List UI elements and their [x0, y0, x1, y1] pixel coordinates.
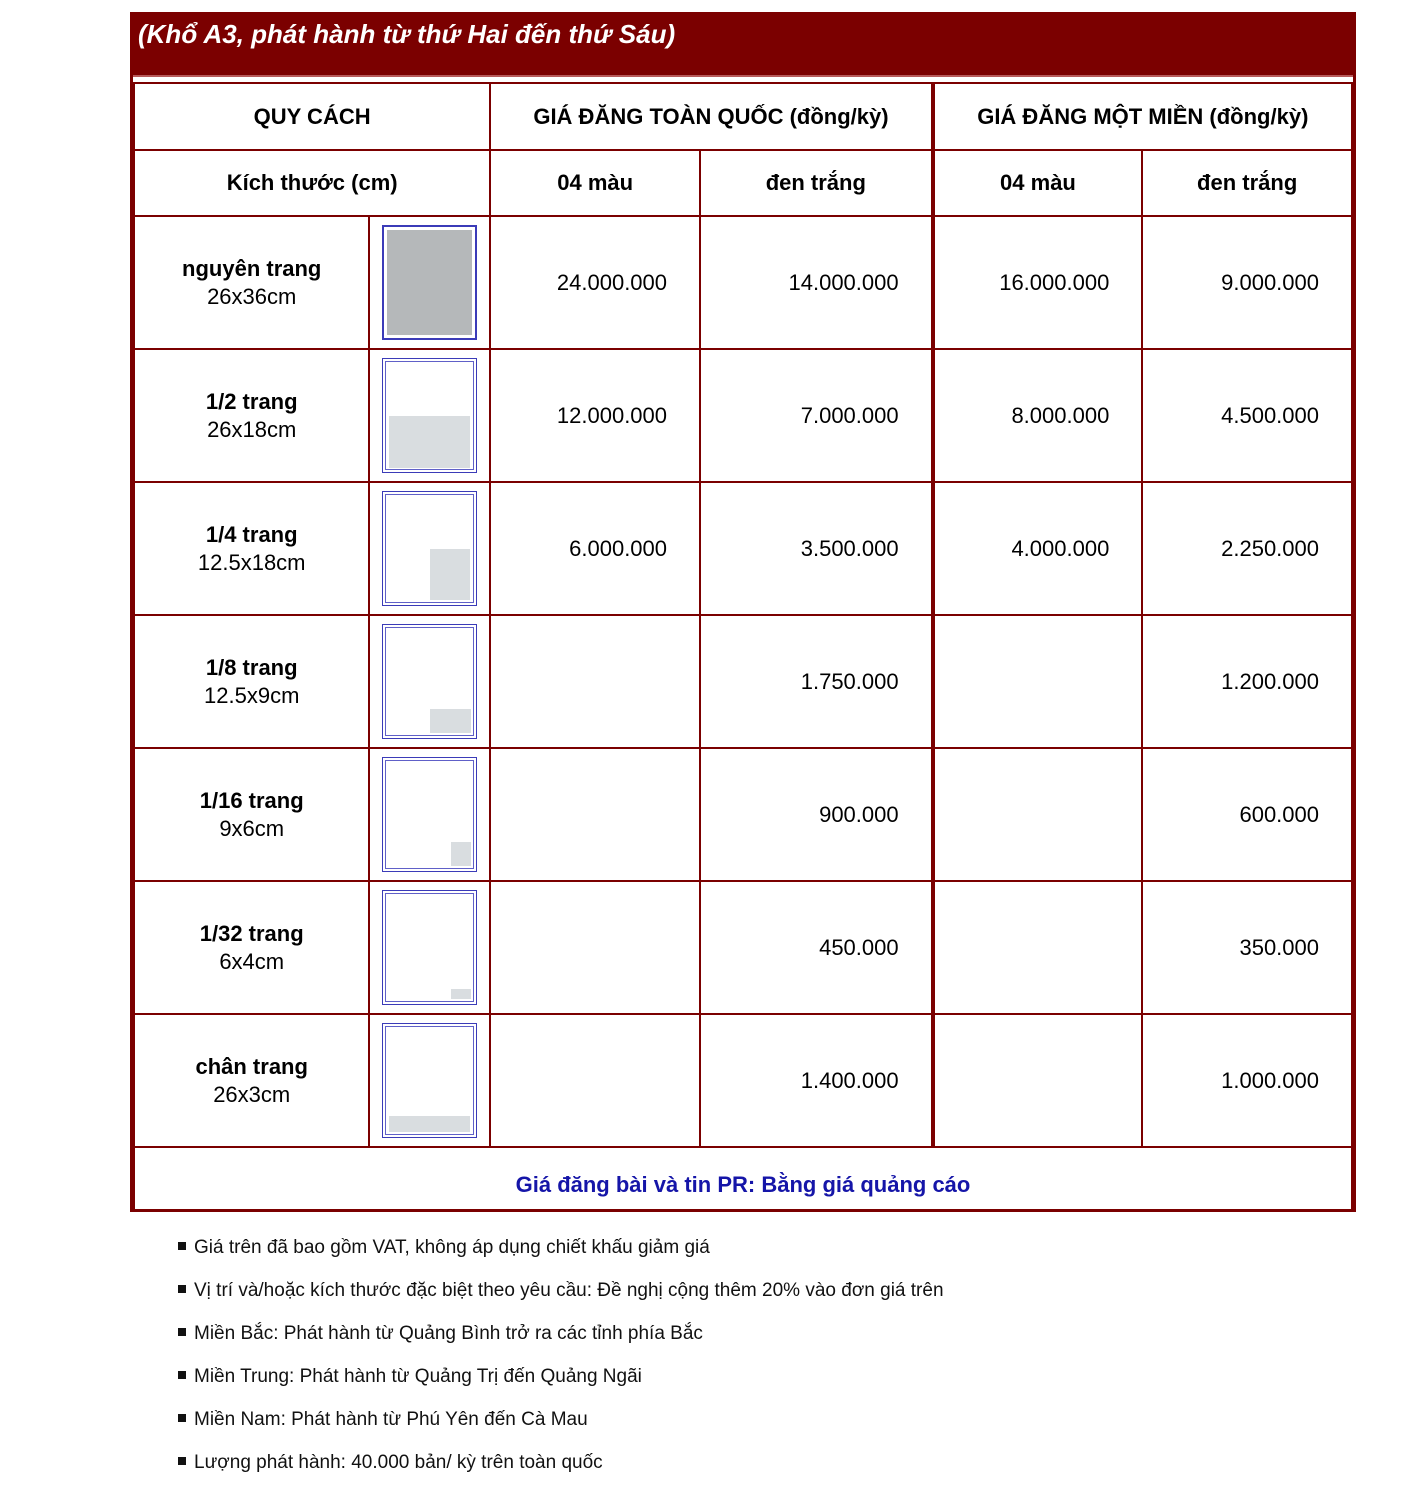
row-name: 1/4 trang [205, 521, 298, 547]
list-item [178, 1365, 944, 1408]
header-national: GIÁ ĐĂNG TOÀN QUỐC (đồng/kỳ) [490, 83, 932, 150]
price-national-bw: 1.400.000 [700, 1014, 933, 1147]
row-name: 1/8 trang [205, 654, 298, 680]
eighth-page-layout-icon [382, 624, 477, 739]
price-regional-bw: 600.000 [1142, 748, 1352, 881]
note-text: Miền Nam: Phát hành từ Phú Yên đến Cà Mau [194, 1409, 588, 1430]
layout-thumbnail-cell [369, 482, 490, 615]
layout-thumbnail-cell [369, 615, 490, 748]
price-table-frame [130, 12, 1356, 1212]
list-item [178, 1322, 944, 1365]
row-size: 26x18cm [207, 416, 297, 442]
thirty-second-page-layout-icon [382, 890, 477, 1005]
price-national-color: 12.000.000 [490, 349, 700, 482]
price-national-color: 6.000.000 [490, 482, 700, 615]
row-name: 1/2 trang [205, 388, 298, 414]
list-item [178, 1236, 944, 1279]
table-row [134, 615, 1352, 748]
header-size: Kích thước (cm) [134, 150, 490, 216]
quarter-page-layout-icon [382, 491, 477, 606]
note-text: Miền Bắc: Phát hành từ Quảng Bình trở ra các tỉnh phía Bắc [194, 1323, 703, 1344]
row-name: chân trang [195, 1053, 308, 1079]
price-national-bw: 3.500.000 [700, 482, 933, 615]
price-regional-bw: 350.000 [1142, 881, 1352, 1014]
list-item [178, 1279, 944, 1322]
table-row [134, 748, 1352, 881]
pr-note-row [134, 1147, 1352, 1211]
footer-strip-layout-icon [382, 1023, 477, 1138]
price-national-color [490, 1014, 700, 1147]
row-label [134, 349, 369, 482]
bullet-icon [178, 1371, 186, 1379]
header-spec: QUY CÁCH [134, 83, 490, 150]
row-size: 12.5x18cm [197, 549, 306, 575]
row-name: 1/16 trang [199, 787, 304, 813]
bullet-icon [178, 1457, 186, 1465]
price-regional-bw: 4.500.000 [1142, 349, 1352, 482]
header-regional: GIÁ ĐĂNG MỘT MIỀN (đồng/kỳ) [933, 83, 1352, 150]
price-regional-color: 16.000.000 [933, 216, 1143, 349]
price-national-color [490, 748, 700, 881]
price-national-bw: 1.750.000 [700, 615, 933, 748]
row-label [134, 615, 369, 748]
price-regional-color [933, 881, 1143, 1014]
price-national-color [490, 881, 700, 1014]
row-label [134, 881, 369, 1014]
row-size: 9x6cm [219, 815, 285, 841]
price-regional-color [933, 748, 1143, 881]
row-label [134, 216, 369, 349]
list-item [178, 1451, 944, 1485]
price-national-color [490, 615, 700, 748]
bullet-icon [178, 1242, 186, 1250]
price-regional-color: 8.000.000 [933, 349, 1143, 482]
price-national-color: 24.000.000 [490, 216, 700, 349]
table-row [134, 881, 1352, 1014]
row-label [134, 1014, 369, 1147]
header-national-bw: đen trắng [700, 150, 933, 216]
banner-title: (Khổ A3, phát hành từ thứ Hai đến thứ Sáu) [133, 15, 1353, 75]
price-national-bw: 14.000.000 [700, 216, 933, 349]
bullet-icon [178, 1328, 186, 1336]
layout-thumbnail-cell [369, 748, 490, 881]
notes-list [178, 1236, 944, 1485]
price-regional-color: 4.000.000 [933, 482, 1143, 615]
note-text: Lượng phát hành: 40.000 bản/ kỳ trên toàn quốc [194, 1452, 603, 1473]
row-size: 6x4cm [219, 948, 285, 974]
table-row [134, 1014, 1352, 1147]
header-regional-color: 04 màu [933, 150, 1143, 216]
header-national-color: 04 màu [490, 150, 700, 216]
price-national-bw: 450.000 [700, 881, 933, 1014]
price-regional-color [933, 615, 1143, 748]
bullet-icon [178, 1414, 186, 1422]
price-regional-bw: 1.000.000 [1142, 1014, 1352, 1147]
note-text: Miền Trung: Phát hành từ Quảng Trị đến Quảng Ngãi [194, 1366, 642, 1387]
row-name: nguyên trang [182, 255, 322, 281]
layout-thumbnail-cell [369, 349, 490, 482]
layout-thumbnail-cell [369, 216, 490, 349]
row-size: 26x3cm [213, 1081, 291, 1107]
table-row [134, 482, 1352, 615]
layout-thumbnail-cell [369, 1014, 490, 1147]
pr-note: Giá đăng bài và tin PR: Bằng giá quảng cáo [134, 1147, 1352, 1211]
price-regional-bw: 2.250.000 [1142, 482, 1352, 615]
note-text: Giá trên đã bao gồm VAT, không áp dụng chiết khấu giảm giá [194, 1237, 710, 1258]
header-regional-bw: đen trắng [1142, 150, 1352, 216]
table-row [134, 216, 1352, 349]
row-size: 26x36cm [207, 283, 297, 309]
price-national-bw: 900.000 [700, 748, 933, 881]
half-page-layout-icon [382, 358, 477, 473]
full-page-layout-icon [382, 225, 477, 340]
list-item [178, 1408, 944, 1451]
header-row-1 [134, 83, 1352, 150]
note-text: Vị trí và/hoặc kích thước đặc biệt theo yêu cầu: Đề nghị cộng thêm 20% vào đơn giá trên [194, 1280, 944, 1301]
price-regional-bw: 9.000.000 [1142, 216, 1352, 349]
bullet-icon [178, 1285, 186, 1293]
sixteenth-page-layout-icon [382, 757, 477, 872]
row-label [134, 482, 369, 615]
price-regional-bw: 1.200.000 [1142, 615, 1352, 748]
layout-thumbnail-cell [369, 881, 490, 1014]
price-regional-color [933, 1014, 1143, 1147]
row-size: 12.5x9cm [204, 682, 300, 708]
price-national-bw: 7.000.000 [700, 349, 933, 482]
price-table [133, 82, 1353, 1212]
header-row-2 [134, 150, 1352, 216]
row-name: 1/32 trang [199, 920, 304, 946]
row-label [134, 748, 369, 881]
table-row [134, 349, 1352, 482]
